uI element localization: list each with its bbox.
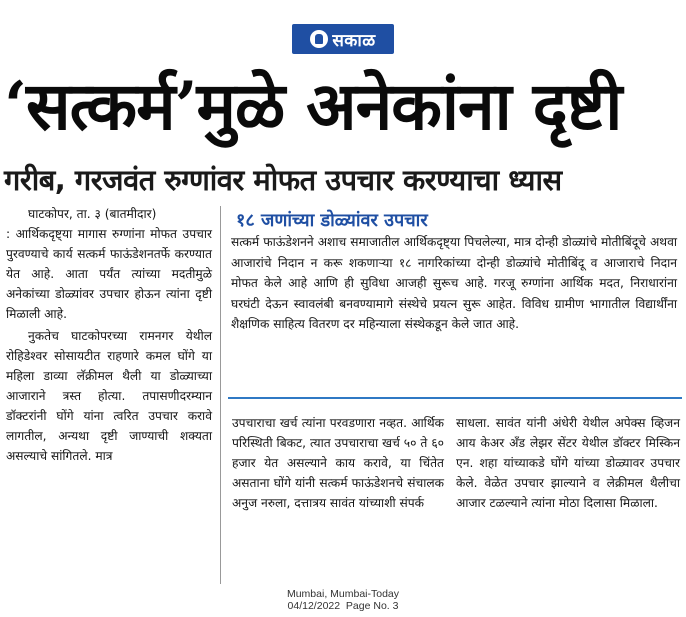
article-dateline: घाटकोपर, ता. ३ (बातमीदार)	[28, 207, 157, 221]
left-paragraph-1: : आर्थिकदृष्ट्या मागास रुग्णांना मोफत उपचार पुरवण्याचे कार्य सत्कर्म फाऊंडेशनतर्फे करण्यात येत आहे. आता पर्यंत त्यांच्या मदतीमुळे अनेकांच्या डोळ्यांवर उपचार होऊन त्यांना दृष्टी मिळाली आहे.	[6, 227, 212, 321]
right-column: साधला. सावंत यांनी अंधेरी येथील अपेक्स व्हिजन आय केअर अँड लेझर सेंटर येथील डॉक्टर मिस्किन एन. शहा यांच्याकडे घोंगे यांच्या डोळ्यावर उपचार केले. वेळेत उपचार झाल्याने व लेक्रीमल थैलीचा आजार टळल्याने त्यांना मोठा दिलासा मिळाला.	[456, 416, 680, 510]
column-divider	[220, 206, 221, 584]
page-footer	[230, 588, 456, 612]
left-paragraph-2: नुकतेच घाटकोपरच्या रामनगर येथील रोहिडेश्वर सोसायटीत राहणारे कमल घोंगे या महिला डाव्या लॅक्रीमल थैली या डोळ्याच्या आजाराने त्रस्त होत्या. तपासणीदरम्यान डॉक्टरांनी घोंगे यांना त्वरित उपचार करावे लागतील, अन्यथा दृष्टी जाण्याची शक्यता असल्याचे सांगितले. मात्र	[6, 329, 212, 463]
box-title: १८ जणांच्या डोळ्यांवर उपचार	[236, 210, 428, 231]
masthead-name: सकाळ	[332, 30, 376, 51]
footer-edition: Mumbai, Mumbai-Today	[286, 588, 400, 600]
footer-date-page: 04/12/2022 Page No. 3	[287, 600, 399, 612]
left-column	[6, 204, 212, 466]
newspaper-masthead	[292, 24, 394, 54]
masthead-emblem-icon	[310, 30, 328, 48]
box-body: सत्कर्म फाऊंडेशनने अशाच समाजातील आर्थिकदृष्ट्या पिचलेल्या, मात्र दोन्ही डोळ्यांचे मोतीबिंदूचे अथवा आजारांचे निदान न करू शकणाऱ्या १८ नागरिकांच्या दोन्ही डोळ्यांचे मोतीबिंदू व आजाराचे निदान मोफत केले आहे आणि ही सुविधा आजही सुरूच आहे. गरजू रुग्णांना आर्थिक मदत, निराधारांना घरघंटी देऊन स्वावलंबी बनवण्यामागे संस्थेचे प्रयत्न सुरू आहेत. विविध ग्रामीण भागातील विद्यार्थींना शैक्षणिक साहित्य वितरण दर महिन्याला संस्थेकडून केले जात आहे.	[231, 235, 677, 332]
article-subheadline: गरीब, गरजवंत रुग्णांवर मोफत उपचार करण्याचा ध्यास	[4, 163, 562, 197]
article-headline: ‘सत्कर्म’मुळे अनेकांना दृष्टी	[4, 67, 622, 145]
middle-column: उपचाराचा खर्च त्यांना परवडणारा नव्हत. आर्थिक परिस्थिती बिकट, त्यात उपचाराचा खर्च ५० ते ६० हजार येत असल्याने काय करावे, या चिंतेत असताना घोंगे यांनी सत्कर्म फाऊंडेशनचे संचालक अनुज नरुला, दत्तात्रय सावंत यांच्याशी संपर्क	[232, 416, 444, 510]
box-divider	[228, 397, 682, 399]
